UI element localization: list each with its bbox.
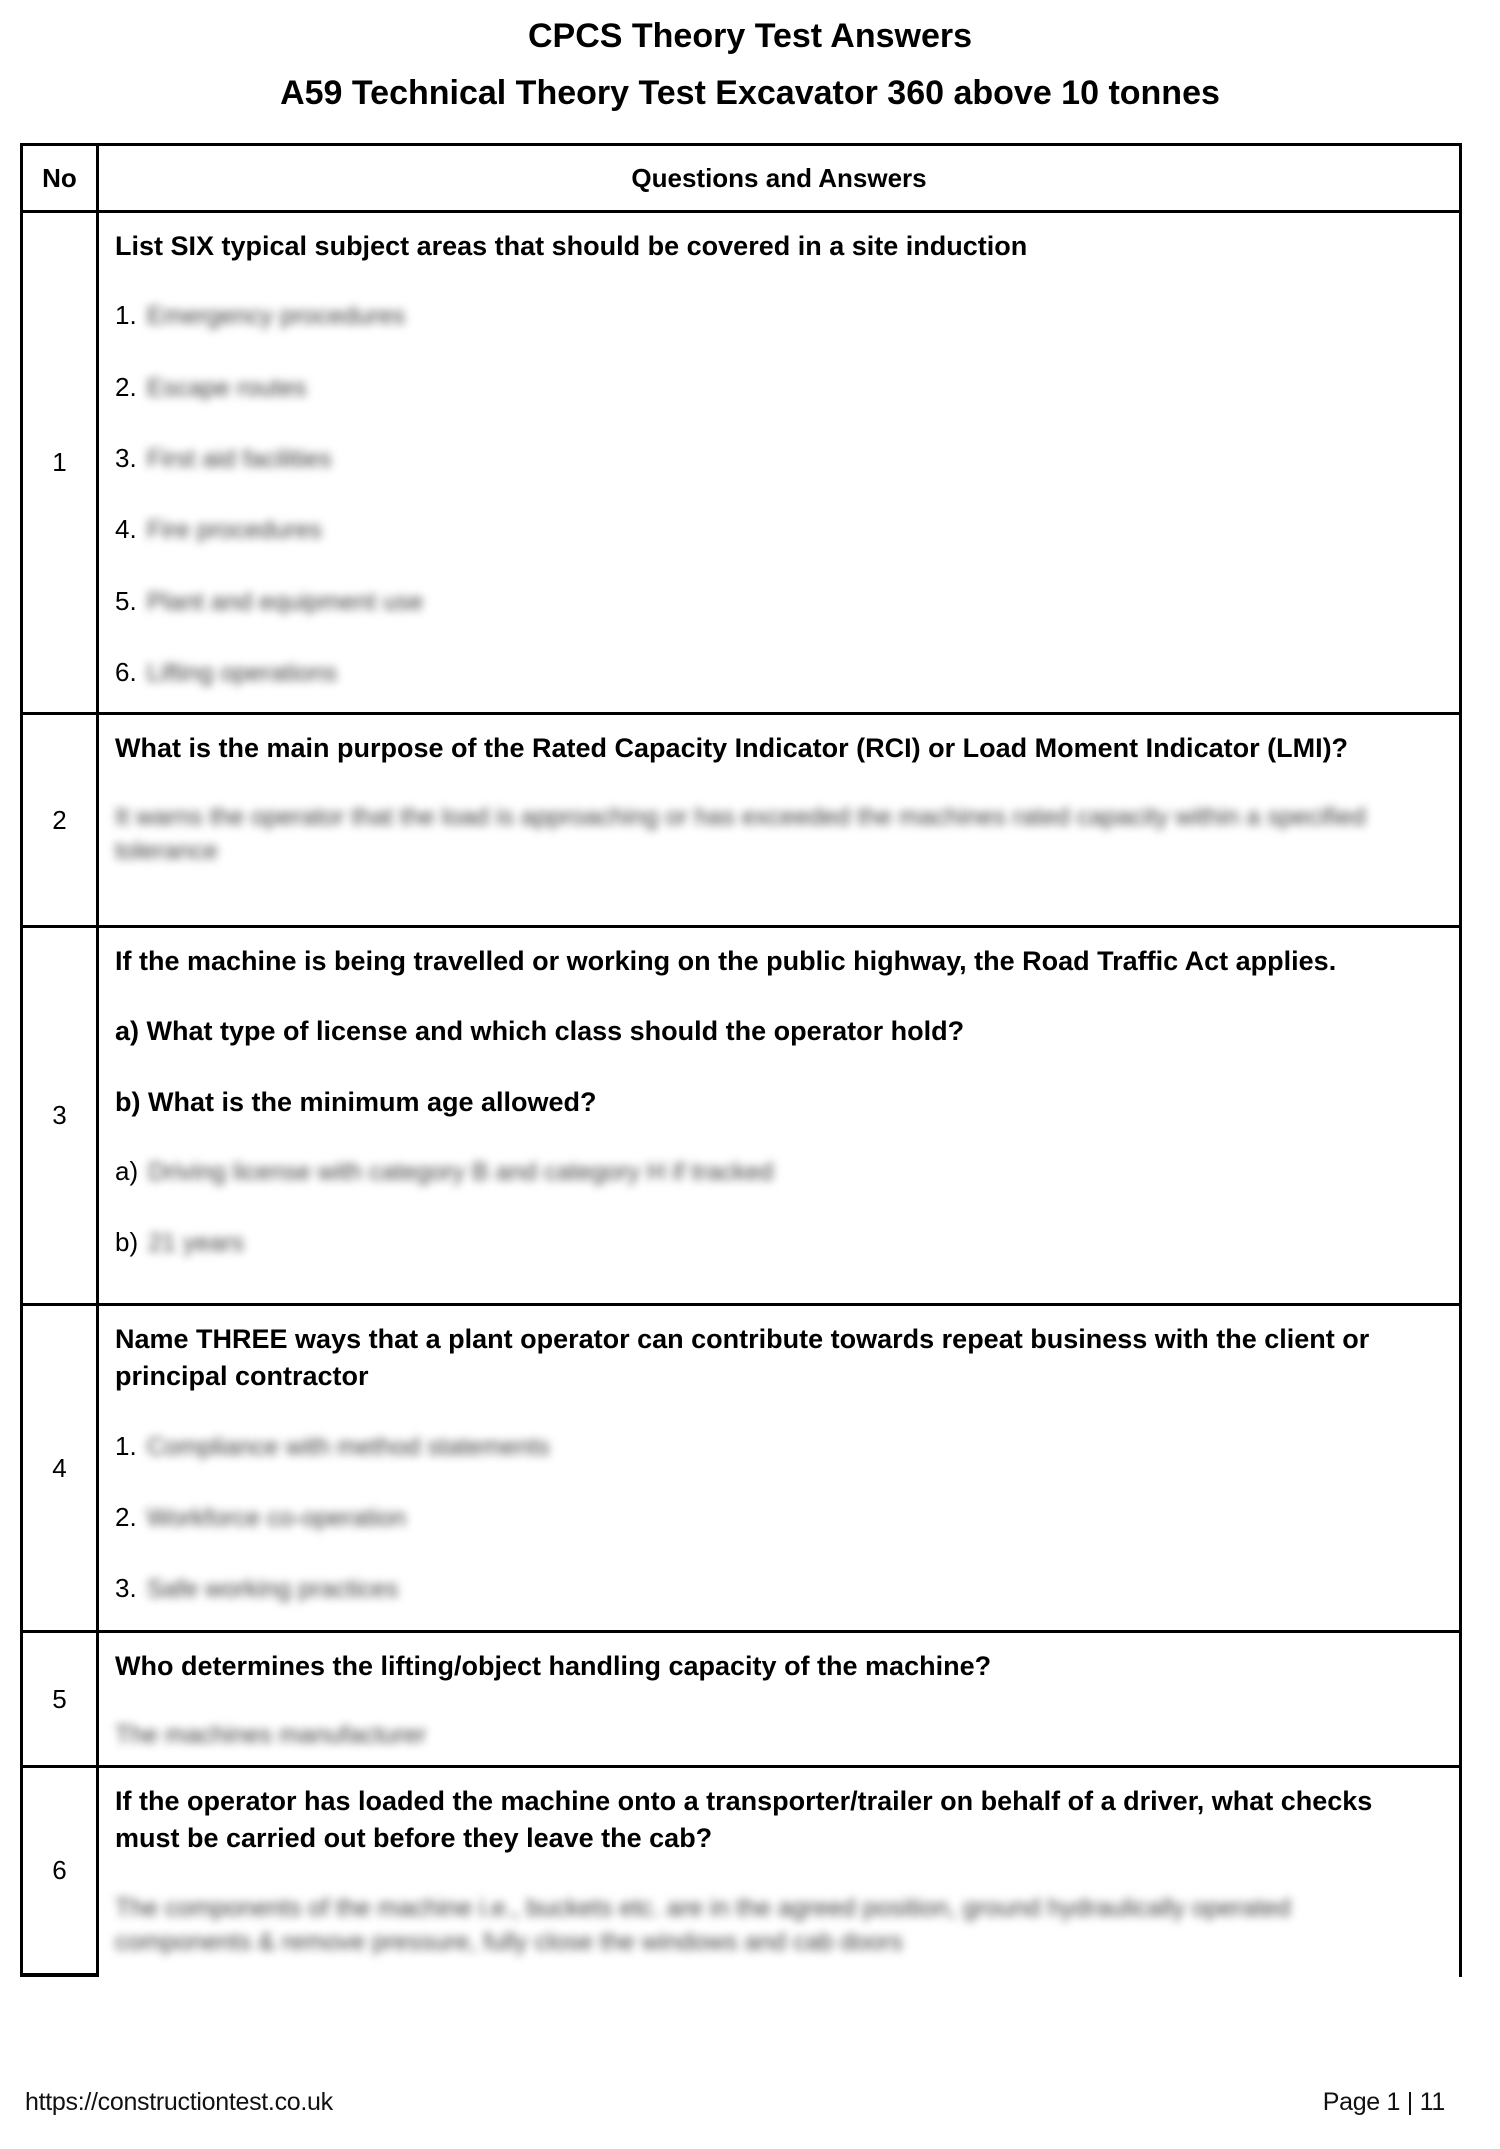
question-number: 1 [23,213,99,712]
question-text: Name THREE ways that a plant operator can contribute towards repeat business with the client or principal contractor [115,1324,1370,1392]
qa-table [20,143,1462,1977]
answer-item [115,800,1427,868]
answer-item [115,1891,1427,1959]
answer-text-blurred: Safe working practices [146,1575,399,1604]
question-cell [99,213,1459,712]
question-number: 6 [23,1768,99,1977]
footer-page-indicator: Page 1 | 11 [1322,2088,1445,2116]
col-header-qa: Questions and Answers [631,162,927,193]
answer-text-blurred: 21 years [148,1229,245,1258]
answer-prefix: 5. [115,585,137,616]
answer-text-blurred: Compliance with method statements [146,1432,550,1461]
answer-prefix: 2. [115,1501,137,1532]
answer-item [115,1429,1427,1464]
answer-prefix: 6. [115,657,137,688]
answer-item [115,584,1427,619]
question-number: 4 [23,1306,99,1630]
answer-text-blurred: Fire procedures [146,516,322,545]
answer-item [115,370,1427,405]
sub-question-text: b) What is the minimum age allowed? [115,1086,597,1117]
document-header [0,0,1500,114]
answer-text-blurred: The components of the machine i.e., buckets etc. are in the agreed position, ground hydraulically operated components & remove pressure, fully close the windows and cab doors [115,1893,1291,1956]
question-text: If the operator has loaded the machine onto a transporter/trailer on behalf of a driver, what checks must be carried out before they leave the cab? [115,1786,1373,1854]
table-row [23,712,1459,925]
question-text: List SIX typical subject areas that should be covered in a site induction [115,231,1028,261]
table-row [23,925,1459,1303]
answer-text-blurred: First aid facilities [146,444,332,473]
answer-prefix: 2. [115,371,137,402]
answer-item [115,298,1427,333]
answer-prefix: 1. [115,300,137,331]
answer-prefix: 3. [115,1573,137,1604]
answer-text-blurred: Lifting operations [146,659,338,688]
answer-prefix: 3. [115,442,137,473]
answer-text-blurred: Plant and equipment use [146,587,424,616]
table-row [23,1630,1459,1765]
answer-item [115,1154,1427,1189]
answer-text-blurred: Emergency procedures [146,302,406,331]
table-header-row [23,146,1459,210]
question-cell [99,1306,1459,1630]
document-subtitle: A59 Technical Theory Test Excavator 360 above 10 tonnes [280,73,1220,112]
answer-item [115,1500,1427,1535]
answer-item [115,512,1427,547]
answer-prefix: a) [115,1155,139,1186]
question-number: 5 [23,1633,99,1765]
table-row [23,210,1459,712]
question-cell [99,715,1459,925]
question-cell [99,928,1459,1303]
answer-text-blurred: It warns the operator that the load is approaching or has exceeded the machines rated capacity within a specified tolerance [115,803,1366,866]
table-row [23,1303,1459,1630]
answer-text-blurred: Driving license with category B and category H if tracked [148,1157,774,1186]
answer-item [115,1571,1427,1606]
question-number: 3 [23,928,99,1303]
footer-url: https://constructiontest.co.uk [25,2088,333,2116]
table-row [23,1765,1459,1977]
question-text: What is the main purpose of the Rated Capacity Indicator (RCI) or Load Moment Indicator (LMI)? [115,733,1349,763]
document-title: CPCS Theory Test Answers [527,17,972,55]
question-number: 2 [23,715,99,925]
answer-prefix: 4. [115,514,137,545]
question-cell [99,1633,1459,1765]
answer-prefix: 1. [115,1430,137,1461]
answer-item [115,441,1427,476]
answer-item [115,655,1427,690]
answer-text-blurred: Escape routes [146,373,307,402]
question-text: If the machine is being travelled or working on the public highway, the Road Traffic Act applies. [115,946,1337,976]
footer [25,2088,1445,2117]
answer-item [115,1718,1427,1752]
col-header-no: No [23,146,99,210]
answer-text-blurred: The machines manufacturer [115,1721,427,1750]
question-text: Who determines the lifting/object handling capacity of the machine? [115,1651,992,1681]
question-cell [99,1768,1459,1977]
answer-prefix: b) [115,1227,139,1258]
sub-question-text: a) What type of license and which class should the operator hold? [115,1016,965,1047]
answer-item [115,1225,1427,1260]
answer-text-blurred: Workforce co-operation [146,1503,407,1532]
